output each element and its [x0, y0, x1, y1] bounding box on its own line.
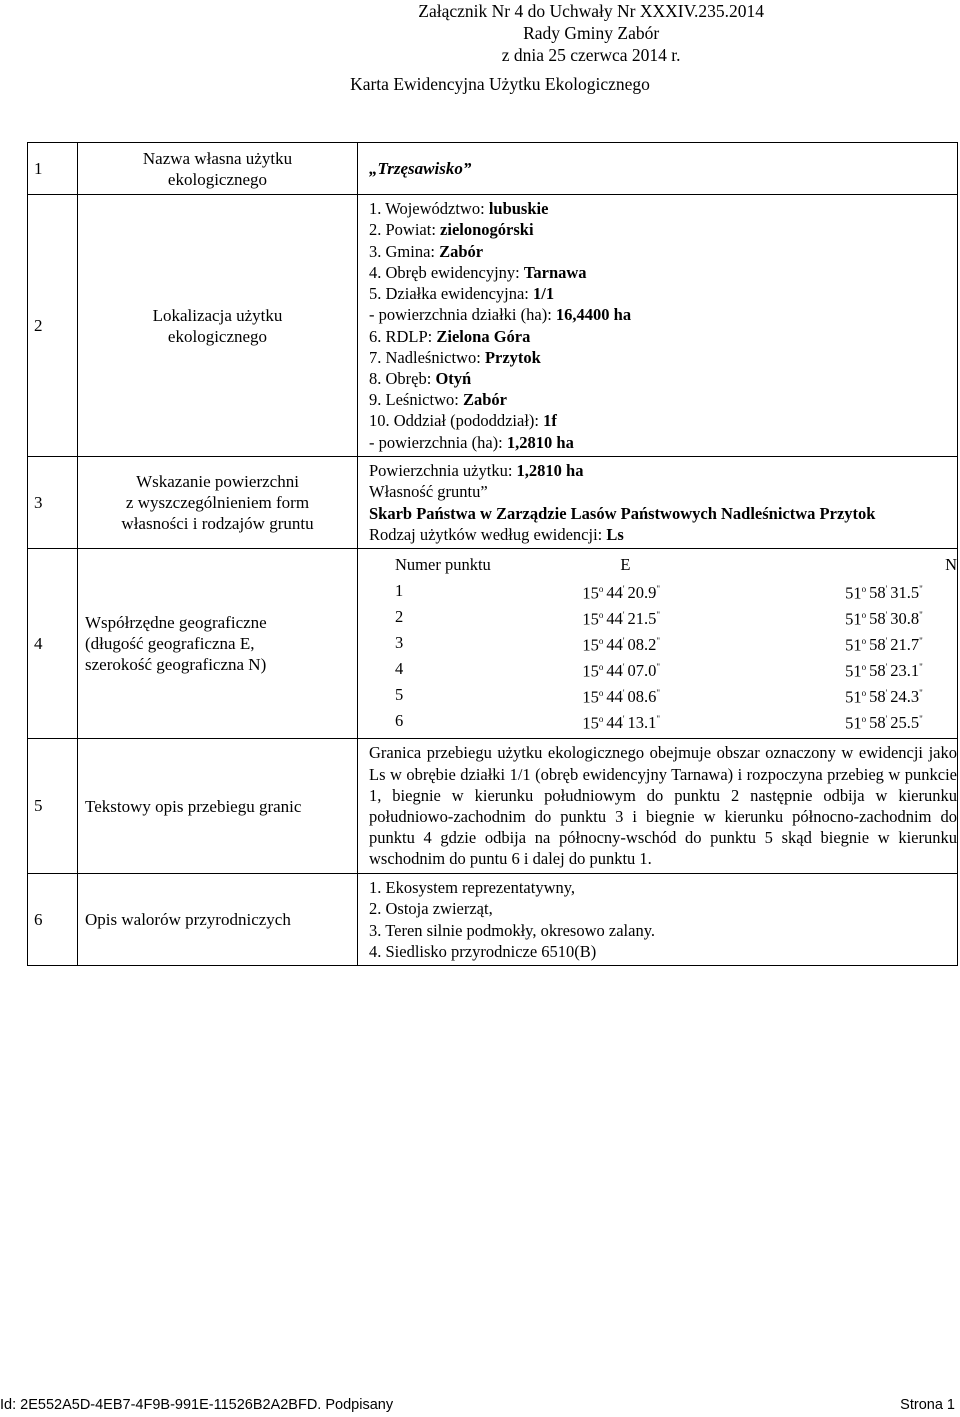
row-label — [78, 143, 358, 195]
row-number: 4 — [28, 549, 78, 739]
label-line: Nazwa własna użytku — [142, 148, 293, 168]
coordinates-header — [393, 552, 957, 578]
header-line-2: Rady Gminy Zabór — [523, 23, 660, 43]
boundary-description: Granica przebiegu użytku ekologicznego obejmuje obszar oznaczony w ewidencji jako Ls w obrębie działki 1/1 (obręb ewidencyjny Tarnawa) i rozpoczyna przebieg w punkcie 1, biegnie w kierunku południowym do punktu 2 następnie odbija w kierunku południowo-zachodnim do punktu 3 i biegnie w kierunku północno-zachodnim do punktu 4 gdzie odbija na północny-wschód do punktu 5 skąd biegnie w kierunku wschodnim do puntu 6 i dalej do punktu 1. — [358, 739, 958, 874]
coordinate-row — [393, 578, 957, 604]
label-line: z wyszczególnieniem form — [125, 493, 310, 512]
location-item — [369, 347, 957, 368]
coordinate-row — [393, 656, 957, 682]
e-header: E — [620, 555, 631, 575]
location-label: 10. Oddział (pododdział): — [369, 411, 544, 431]
header-line-3: z dnia 25 czerwca 2014 r. — [501, 45, 681, 65]
page-title: Karta Ewidencyjna Użytku Ekologicznego — [350, 74, 650, 94]
coordinate-row — [393, 708, 957, 734]
location-number: 1f — [543, 411, 557, 431]
location-label: 7. Nadleśnictwo: — [369, 347, 485, 367]
label-line: ekologicznego — [167, 169, 268, 189]
coordinates-table — [393, 552, 957, 734]
n-coordinate: 51$^o$ 58' 24.3" — [845, 687, 923, 707]
location-number: Otyń — [435, 368, 472, 388]
label-line: Wskazanie powierzchni — [136, 472, 299, 491]
e-coordinate: 15$^o$ 44' 20.9" — [582, 583, 661, 603]
location-label: - powierzchnia działki (ha): — [369, 305, 556, 325]
value-item: 3. Teren silnie podmokły, okresowo zalany. — [369, 920, 656, 940]
location-number: lubuskie — [488, 199, 549, 219]
value-item: 1. Ekosystem reprezentatywny, — [369, 878, 576, 898]
location-label: 9. Leśnictwo: — [369, 390, 463, 410]
label-line: ekologicznego — [167, 326, 268, 346]
document-header — [418, 0, 764, 66]
e-coordinate: 15$^o$ 44' 21.5" — [582, 609, 661, 629]
label-line: Tekstowy opis przebiegu granic — [85, 796, 302, 816]
location-item — [369, 304, 957, 325]
row-number: 3 — [28, 457, 78, 549]
location-number: 1/1 — [533, 284, 555, 304]
location-item — [369, 368, 957, 389]
e-coordinate: 15$^o$ 44' 08.2" — [582, 635, 661, 655]
type-value: Ls — [606, 524, 624, 544]
location-number: Przytok — [484, 347, 541, 367]
point-number: 4 — [395, 659, 404, 679]
n-coordinate: 51$^o$ 58' 25.5" — [845, 713, 923, 733]
location-label: - powierzchnia (ha): — [369, 432, 507, 452]
coordinate-row — [393, 604, 957, 630]
row-number: 1 — [28, 143, 78, 195]
location-number: Tarnawa — [523, 262, 587, 282]
row-number: 2 — [28, 195, 78, 457]
object-name: „Trzęsawisko” — [369, 158, 472, 178]
row-label — [78, 457, 358, 549]
label-line: Współrzędne geograficzne — [85, 613, 267, 632]
n-coordinate: 51$^o$ 58' 31.5" — [845, 583, 923, 603]
coordinates-value — [358, 549, 958, 739]
n-header: N — [945, 555, 957, 575]
type-prefix: Rodzaj użytków według ewidencji: — [369, 524, 607, 544]
location-label: 5. Działka ewidencyjna: — [369, 284, 534, 304]
record-table — [27, 142, 958, 966]
location-item — [369, 389, 957, 410]
location-number: 1,2810 ha — [506, 432, 574, 452]
label-line: szerokość geograficzna N) — [85, 655, 267, 674]
location-item — [369, 410, 957, 431]
location-number: Zielona Góra — [436, 326, 531, 346]
row-label — [78, 874, 358, 966]
name-value — [358, 143, 958, 195]
label-line: Opis walorów przyrodniczych — [85, 910, 291, 929]
n-coordinate: 51$^o$ 58' 23.1" — [845, 661, 923, 681]
label-line: (długość geograficzna E, — [85, 634, 255, 653]
location-label: 6. RDLP: — [369, 326, 437, 346]
header-line-1: Załącznik Nr 4 do Uchwały Nr XXXIV.235.2014 — [418, 1, 764, 21]
table-row — [28, 874, 958, 966]
point-number: 1 — [395, 581, 404, 601]
location-value — [358, 195, 958, 457]
location-item — [369, 432, 957, 453]
location-label: 1. Województwo: — [369, 199, 489, 219]
label-line: własności i rodzajów gruntu — [121, 514, 314, 533]
location-label: 8. Obręb: — [369, 368, 436, 388]
coordinate-row — [393, 630, 957, 656]
area-value — [358, 457, 958, 549]
row-number: 5 — [28, 739, 78, 874]
location-item — [369, 219, 957, 240]
location-number: 16,4400 ha — [555, 305, 632, 325]
point-number: 6 — [395, 711, 404, 731]
row-label — [78, 739, 358, 874]
location-number: Zabór — [439, 241, 484, 261]
value-item: 4. Siedlisko przyrodnicze 6510(B) — [369, 941, 597, 961]
row-number: 6 — [28, 874, 78, 966]
table-row — [28, 549, 958, 739]
location-label: 2. Powiat: — [369, 220, 441, 240]
ownership-value: Skarb Państwa w Zarządzie Lasów Państwowych Nadleśnictwa Przytok — [369, 503, 876, 523]
table-row — [28, 195, 958, 457]
location-item — [369, 326, 957, 347]
point-number: 3 — [395, 633, 404, 653]
document-id: Id: 2E552A5D-4EB7-4F9B-991E-11526B2A2BFD. Podpisany — [0, 1397, 394, 1413]
location-item — [369, 198, 957, 219]
coordinate-row — [393, 682, 957, 708]
row-label — [78, 549, 358, 739]
point-number: 5 — [395, 685, 404, 705]
point-number: 2 — [395, 607, 404, 627]
table-row — [28, 457, 958, 549]
e-coordinate: 15$^o$ 44' 07.0" — [582, 661, 661, 681]
location-number: Zabór — [462, 390, 507, 410]
footer — [0, 1397, 955, 1413]
n-coordinate: 51$^o$ 58' 30.8" — [845, 609, 923, 629]
e-coordinate: 15$^o$ 44' 13.1" — [582, 713, 661, 733]
location-item — [369, 262, 957, 283]
value-item: 2. Ostoja zwierząt, — [369, 899, 493, 919]
location-item — [369, 241, 957, 262]
location-label: 4. Obręb ewidencyjny: — [369, 262, 524, 282]
e-coordinate: 15$^o$ 44' 08.6" — [582, 687, 661, 707]
n-coordinate: 51$^o$ 58' 21.7" — [845, 635, 923, 655]
table-row — [28, 739, 958, 874]
row-label — [78, 195, 358, 457]
label-line: Lokalizacja użytku — [152, 305, 283, 325]
natural-values — [358, 874, 958, 966]
location-item — [369, 283, 957, 304]
point-number-header: Numer punktu — [395, 555, 491, 575]
area-prefix: Powierzchnia użytku: — [369, 461, 517, 481]
location-number: zielonogórski — [440, 220, 534, 240]
ownership-label: Własność gruntu” — [369, 482, 488, 502]
page-number: Strona 1 — [900, 1397, 955, 1413]
area-number: 1,2810 ha — [516, 461, 584, 481]
location-label: 3. Gmina: — [369, 241, 440, 261]
table-row — [28, 143, 958, 195]
